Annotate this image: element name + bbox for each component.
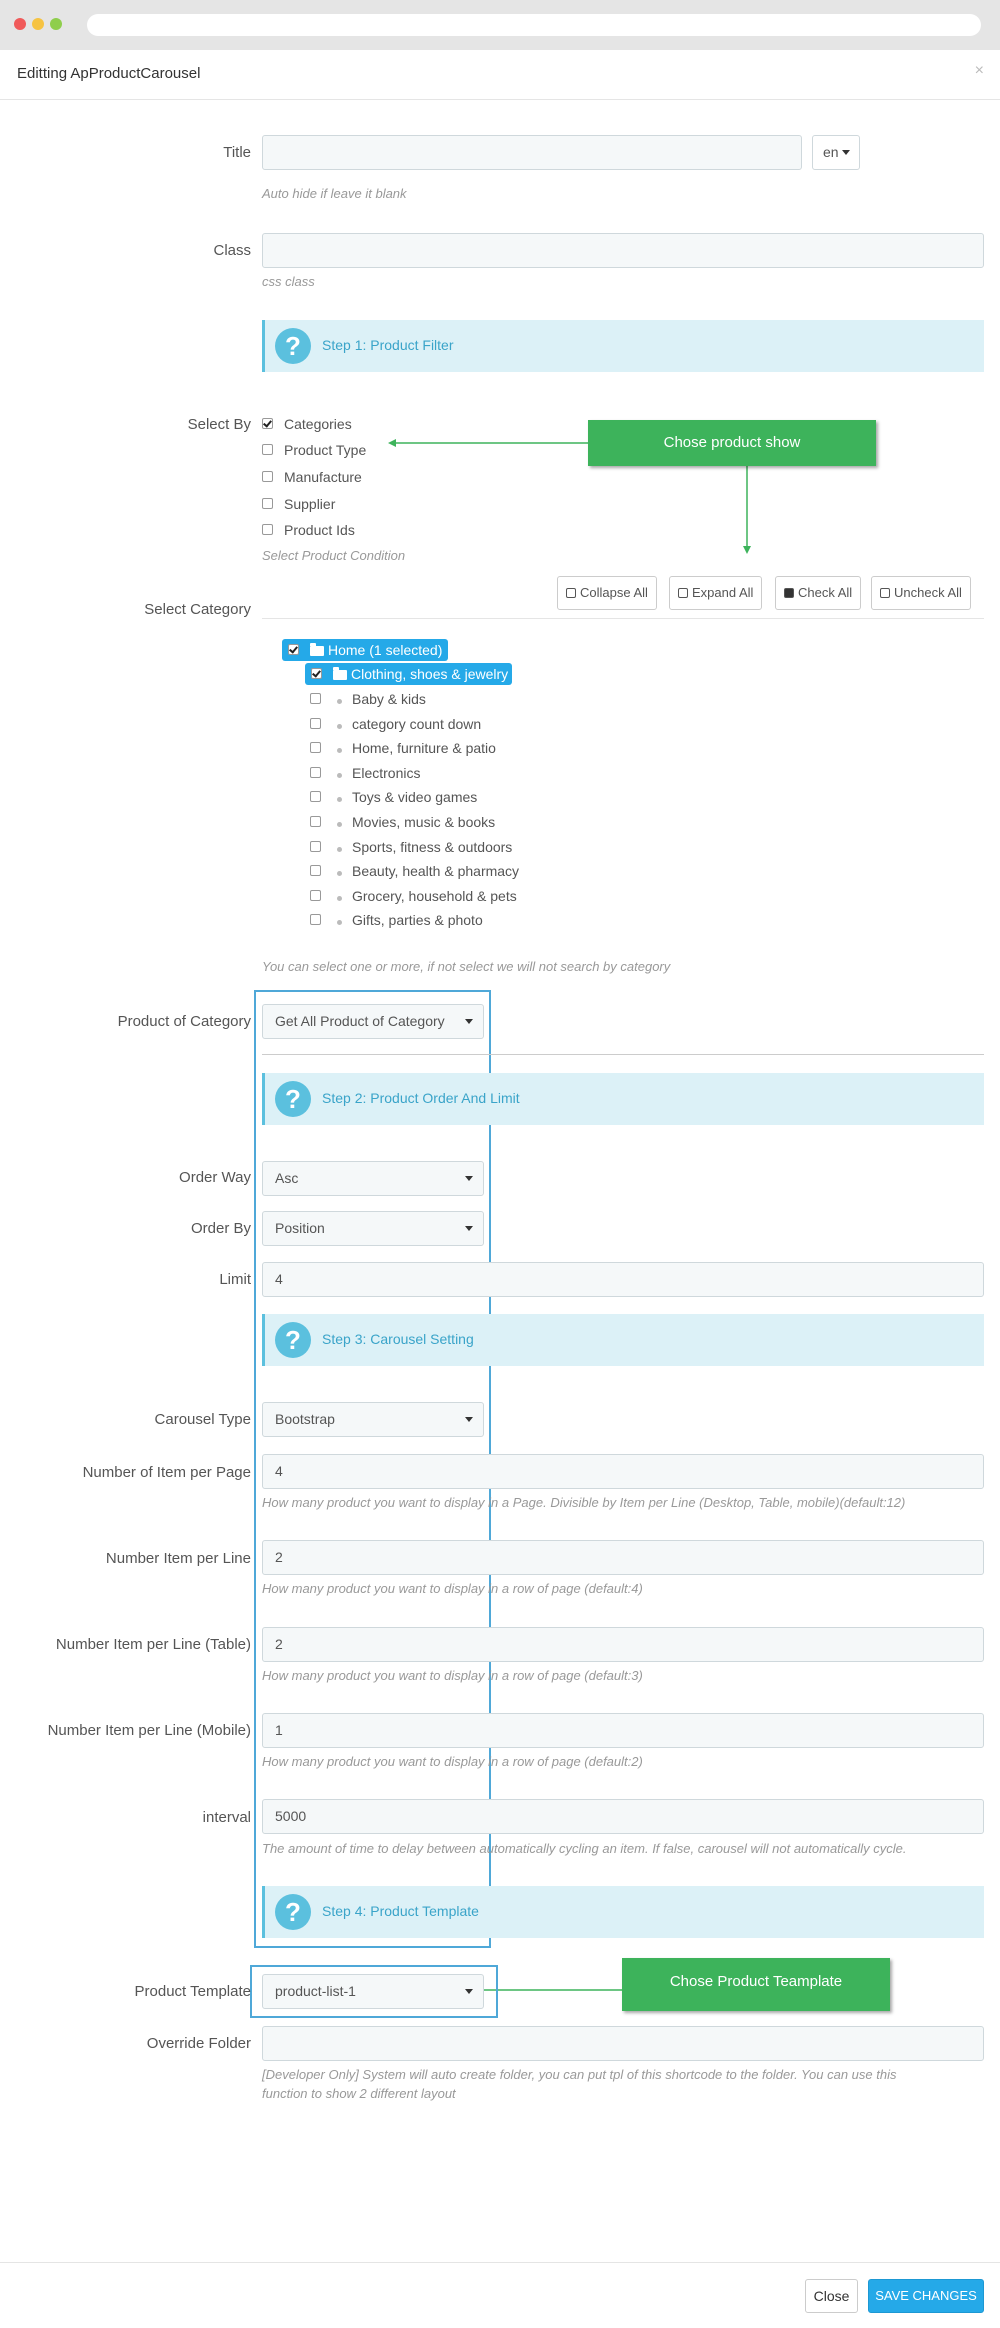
tree-child-checkbox[interactable] bbox=[310, 791, 321, 802]
check-all-label: Check All bbox=[798, 585, 853, 600]
bullet-icon bbox=[337, 773, 342, 778]
tree-child-checkbox[interactable] bbox=[310, 841, 321, 852]
tree-selected-text: Clothing, shoes & jewelry bbox=[351, 666, 509, 682]
product-template-label: Product Template bbox=[134, 1983, 251, 2000]
items-per-line-label: Number Item per Line bbox=[105, 1550, 251, 1567]
order-way-select[interactable] bbox=[262, 1161, 484, 1196]
language-value: en bbox=[823, 144, 839, 160]
folder-open-icon bbox=[310, 646, 324, 656]
items-per-line-table-input[interactable]: 2 bbox=[262, 1627, 984, 1662]
tree-child-node[interactable] bbox=[310, 838, 610, 860]
question-icon: ? bbox=[275, 328, 311, 364]
tree-child-label: Beauty, health & pharmacy bbox=[352, 863, 520, 880]
select-by-help: Select Product Condition bbox=[262, 548, 406, 563]
tree-child-label: Gifts, parties & photo bbox=[352, 912, 483, 929]
carousel-type-select[interactable] bbox=[262, 1402, 484, 1437]
folder-icon bbox=[333, 670, 347, 680]
tree-child-checkbox[interactable] bbox=[310, 816, 321, 827]
tree-child-checkbox[interactable] bbox=[310, 693, 321, 704]
modal-title: Editting ApProductCarousel bbox=[17, 65, 201, 82]
tree-child-node[interactable] bbox=[310, 715, 610, 737]
order-way-value: Asc bbox=[275, 1170, 299, 1186]
tree-child-node[interactable] bbox=[310, 788, 610, 810]
expand-all-label: Expand All bbox=[692, 585, 754, 600]
order-way-label: Order Way bbox=[179, 1169, 251, 1186]
tree-root-label bbox=[310, 642, 442, 658]
tree-child-node[interactable] bbox=[310, 813, 610, 835]
tree-child-label: Home, furniture & patio bbox=[352, 740, 496, 757]
class-help: css class bbox=[262, 274, 315, 289]
carousel-type-value: Bootstrap bbox=[275, 1411, 335, 1427]
items-per-page-label: Number of Item per Page bbox=[82, 1464, 251, 1481]
uncheck-all-button[interactable] bbox=[871, 576, 971, 610]
carousel-type-label: Carousel Type bbox=[154, 1411, 251, 1428]
divider bbox=[262, 618, 984, 619]
check-all-button[interactable] bbox=[775, 576, 861, 610]
override-folder-help-line1: [Developer Only] System will auto create folder, you can put tpl of this shortcode to the folder. You can use this bbox=[262, 2067, 897, 2082]
items-per-page-help: How many product you want to display in a Page. Divisible by Item per Line (Desktop, Table, mobile)(default:12) bbox=[262, 1495, 906, 1510]
question-icon: ? bbox=[275, 1081, 311, 1117]
step2-title: Step 2: Product Order And Limit bbox=[322, 1090, 520, 1106]
limit-input[interactable]: 4 bbox=[262, 1262, 984, 1297]
tree-child-checkbox[interactable] bbox=[310, 742, 321, 753]
tree-child-node[interactable] bbox=[310, 739, 610, 761]
items-per-page-input[interactable]: 4 bbox=[262, 1454, 984, 1489]
product-template-select[interactable] bbox=[262, 1974, 484, 2009]
bullet-icon bbox=[337, 797, 342, 802]
bullet-icon bbox=[337, 748, 342, 753]
tree-child-label: Grocery, household & pets bbox=[352, 887, 517, 904]
callout-product-show: Chose product show bbox=[588, 420, 876, 466]
question-icon: ? bbox=[275, 1894, 311, 1930]
tree-child-label: Baby & kids bbox=[352, 691, 426, 707]
tree-selected-node[interactable] bbox=[305, 663, 512, 685]
interval-help: The amount of time to delay between automatically cycling an item. If false, carousel will not automatically cycle. bbox=[262, 1841, 907, 1856]
collapse-icon bbox=[566, 588, 576, 598]
save-changes-button[interactable]: SAVE CHANGES bbox=[868, 2279, 984, 2313]
tree-child-node[interactable] bbox=[310, 690, 610, 712]
collapse-all-label: Collapse All bbox=[580, 585, 648, 600]
class-label: Class bbox=[213, 242, 251, 259]
override-folder-input[interactable] bbox=[262, 2026, 984, 2061]
close-button[interactable]: Close bbox=[805, 2279, 858, 2313]
divider bbox=[262, 1054, 984, 1055]
footer-divider bbox=[0, 2262, 1000, 2263]
tree-child-label: Sports, fitness & outdoors bbox=[352, 838, 513, 855]
title-help: Auto hide if leave it blank bbox=[262, 186, 407, 201]
tree-child-checkbox[interactable] bbox=[310, 718, 321, 729]
override-folder-help-line2: function to show 2 different layout bbox=[262, 2086, 456, 2101]
select-category-help: You can select one or more, if not select we will not search by category bbox=[262, 959, 671, 974]
bullet-icon bbox=[337, 871, 342, 876]
order-by-label: Order By bbox=[190, 1220, 251, 1237]
select-by-label: Select By bbox=[187, 416, 251, 433]
tree-child-checkbox[interactable] bbox=[310, 865, 321, 876]
close-icon[interactable]: × bbox=[974, 62, 984, 79]
bullet-icon bbox=[337, 724, 342, 729]
bullet-icon bbox=[337, 896, 342, 901]
option-manufacture: Manufacture bbox=[284, 469, 362, 485]
items-per-line-help: How many product you want to display in a row of page (default:4) bbox=[262, 1581, 643, 1596]
interval-label: interval bbox=[202, 1809, 251, 1826]
step4-title: Step 4: Product Template bbox=[322, 1903, 479, 1919]
check-icon bbox=[784, 588, 794, 598]
option-supplier: Supplier bbox=[284, 496, 336, 512]
bullet-icon bbox=[337, 920, 342, 925]
tree-child-label: Electronics bbox=[352, 764, 421, 781]
product-of-category-label: Product of Category bbox=[117, 1013, 251, 1030]
tree-child-label: Toys & video games bbox=[352, 789, 478, 806]
tree-child-checkbox[interactable] bbox=[310, 914, 321, 925]
order-by-select[interactable] bbox=[262, 1211, 484, 1246]
bullet-icon bbox=[337, 822, 342, 827]
override-folder-label: Override Folder bbox=[146, 2035, 251, 2052]
expand-icon bbox=[678, 588, 688, 598]
tree-child-node[interactable] bbox=[310, 862, 610, 884]
question-icon: ? bbox=[275, 1322, 311, 1358]
callout-product-template: Chose Product Teamplate bbox=[622, 1958, 890, 2011]
items-per-line-mobile-label: Number Item per Line (Mobile) bbox=[47, 1722, 251, 1739]
tree-child-label: Movies, music & books bbox=[352, 814, 496, 830]
title-label: Title bbox=[223, 144, 251, 161]
select-category-label: Select Category bbox=[144, 601, 251, 618]
step2-banner bbox=[262, 1073, 984, 1125]
product-template-value: product-list-1 bbox=[275, 1983, 356, 1999]
step4-banner bbox=[262, 1886, 984, 1938]
collapse-all-button[interactable] bbox=[557, 576, 657, 610]
uncheck-icon bbox=[880, 588, 890, 598]
step1-title: Step 1: Product Filter bbox=[322, 337, 454, 353]
expand-all-button[interactable] bbox=[669, 576, 762, 610]
order-by-value: Position bbox=[275, 1220, 325, 1236]
step3-title: Step 3: Carousel Setting bbox=[322, 1331, 474, 1347]
items-per-line-mobile-help: How many product you want to display in a row of page (default:2) bbox=[262, 1754, 643, 1769]
tree-root-checkbox[interactable] bbox=[288, 644, 299, 655]
tree-child-checkbox[interactable] bbox=[310, 767, 321, 778]
tree-selected-label bbox=[333, 666, 508, 682]
tree-child-node[interactable] bbox=[310, 887, 610, 909]
tree-selected-checkbox[interactable] bbox=[311, 668, 322, 679]
tree-root-node[interactable] bbox=[282, 639, 448, 661]
product-of-category-select[interactable] bbox=[262, 1004, 484, 1039]
items-per-line-input[interactable]: 2 bbox=[262, 1540, 984, 1575]
tree-child-checkbox[interactable] bbox=[310, 890, 321, 901]
uncheck-all-label: Uncheck All bbox=[894, 585, 962, 600]
tree-child-node[interactable] bbox=[310, 764, 610, 786]
option-product-type: Product Type bbox=[284, 442, 367, 458]
step3-banner bbox=[262, 1314, 984, 1366]
tree-child-node[interactable] bbox=[310, 911, 610, 933]
items-per-line-mobile-input[interactable]: 1 bbox=[262, 1713, 984, 1748]
tree-root-text: Home (1 selected) bbox=[328, 642, 443, 658]
bullet-icon bbox=[337, 847, 342, 852]
interval-input[interactable]: 5000 bbox=[262, 1799, 984, 1834]
tree-child-label: category count down bbox=[352, 715, 482, 732]
option-product-ids: Product Ids bbox=[284, 522, 355, 538]
product-of-category-value: Get All Product of Category bbox=[275, 1013, 445, 1029]
limit-label: Limit bbox=[219, 1271, 251, 1288]
option-categories: Categories bbox=[284, 416, 352, 432]
bullet-icon bbox=[337, 699, 342, 704]
items-per-line-table-help: How many product you want to display in a row of page (default:3) bbox=[262, 1668, 643, 1683]
items-per-line-table-label: Number Item per Line (Table) bbox=[55, 1636, 251, 1653]
